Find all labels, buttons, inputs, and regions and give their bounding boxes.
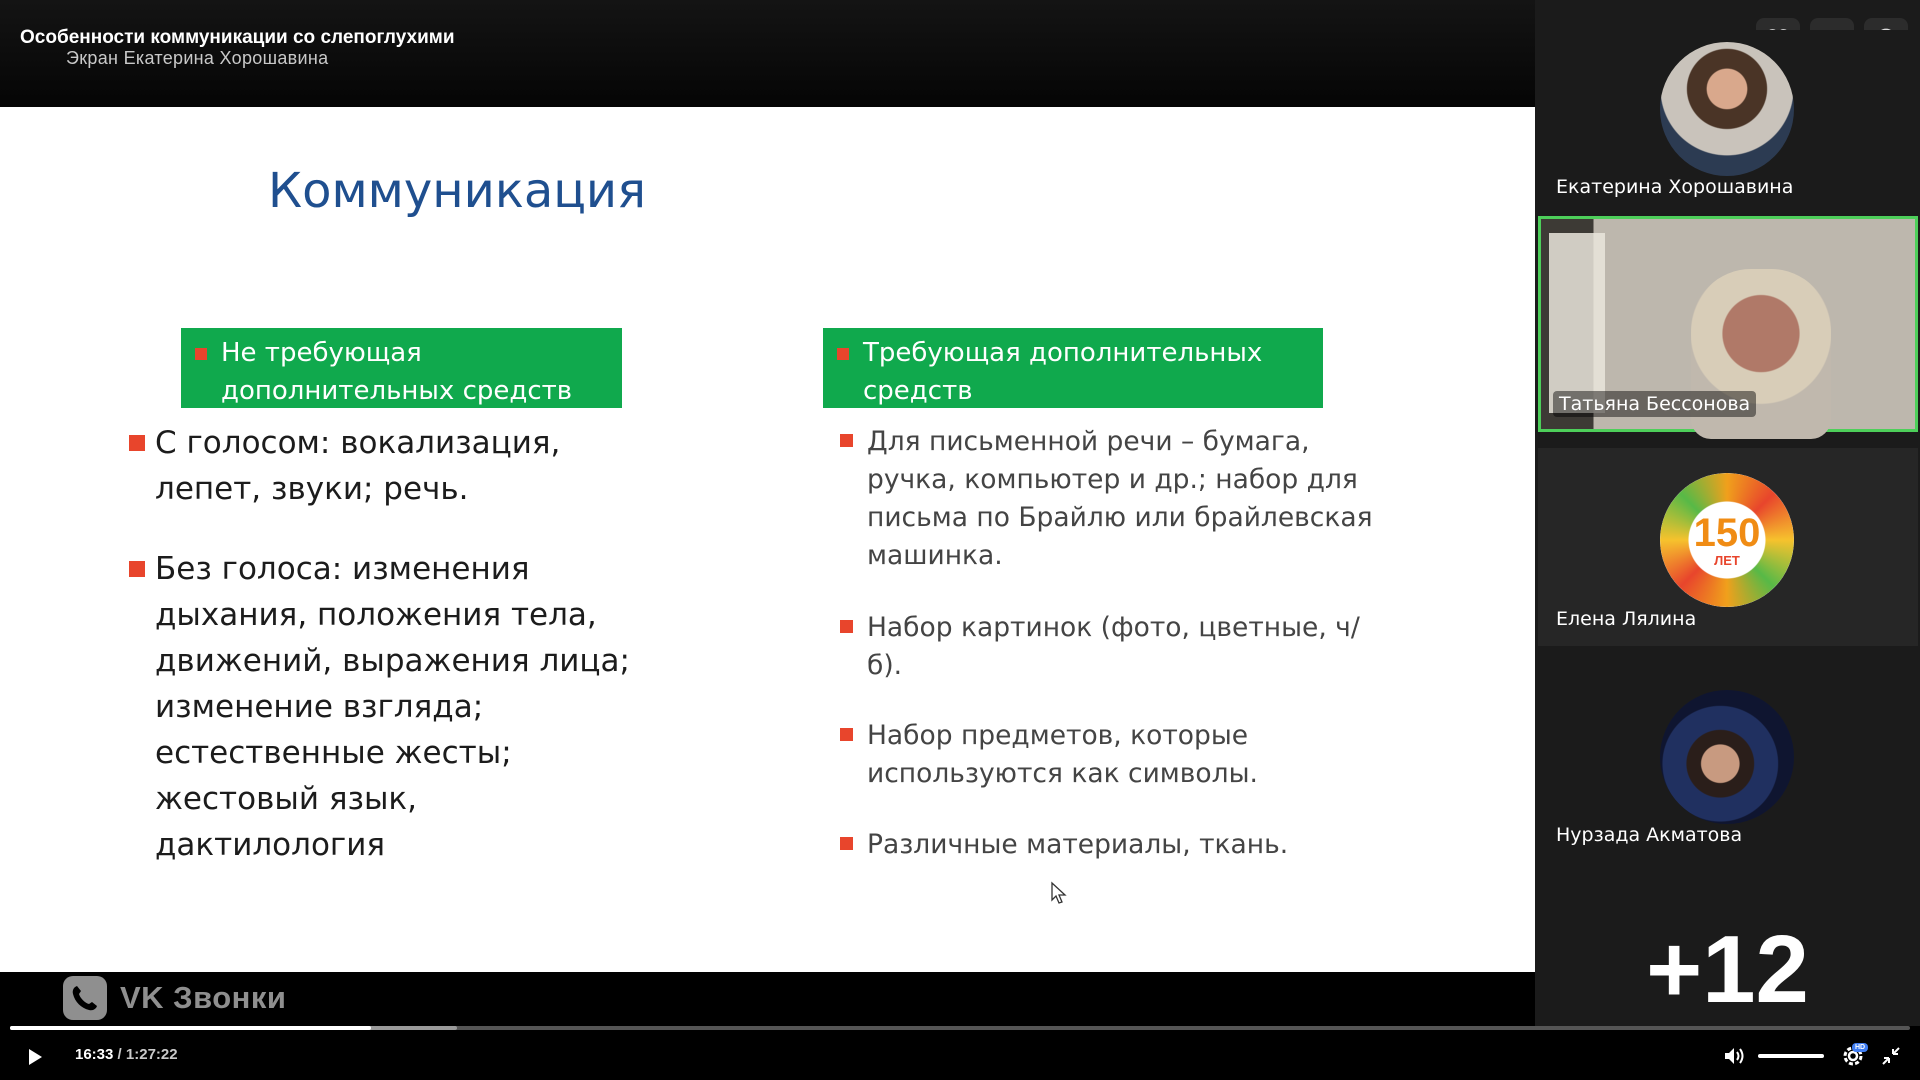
current-time: 16:33: [75, 1046, 114, 1063]
right-bullet-text: Различные материалы, ткань.: [867, 829, 1289, 860]
participant-name: Елена Лялина: [1556, 608, 1697, 630]
participant-avatar: [1660, 473, 1794, 607]
video-header: [0, 0, 1535, 107]
vk-calls-phone-icon: [62, 975, 108, 1021]
bullet-square-icon: [129, 561, 145, 577]
progress-played: [10, 1026, 371, 1030]
bullet-square-icon: [129, 435, 145, 451]
left-bullet: [129, 546, 649, 868]
volume-slider[interactable]: [1758, 1054, 1824, 1058]
hd-quality-badge: HD: [1852, 1043, 1868, 1052]
more-participants-count[interactable]: +12: [1646, 916, 1809, 1023]
vk-calls-logo-text: VK Звонки: [120, 980, 287, 1015]
time-separator: /: [113, 1046, 126, 1063]
mouse-cursor-icon: [1050, 881, 1068, 905]
left-column-header-text: Не требующая дополнительных средств: [221, 338, 573, 406]
participant-tile[interactable]: [1538, 30, 1918, 205]
participant-name: Екатерина Хорошавина: [1556, 176, 1794, 198]
participant-name: Нурзада Акматова: [1556, 824, 1743, 846]
left-bullet: [129, 420, 649, 512]
screen-owner-label: Экран Екатерина Хорошавина: [66, 48, 329, 68]
left-bullet-text: Без голоса: изменения дыхания, положения тела, движений, выражения лица; изменение взгляда; естественные жесты; жестовый язык, дактилология: [155, 551, 630, 863]
right-bullet-text: Набор предметов, которые используются как символы.: [867, 720, 1258, 789]
bullet-square-icon: [837, 348, 849, 360]
bullet-square-icon: [840, 620, 853, 633]
bullet-square-icon: [195, 348, 207, 360]
exit-fullscreen-icon[interactable]: [1880, 1045, 1902, 1067]
background-board: [1549, 233, 1605, 413]
right-bullet: [840, 717, 1380, 793]
total-time: 1:27:22: [125, 1046, 178, 1063]
left-column-header: [181, 328, 622, 408]
participant-name: Татьяна Бессонова: [1553, 391, 1756, 417]
right-bullet-text: Для письменной речи – бумага, ручка, компьютер и др.; набор для письма по Брайлю или брайлевская машинка.: [867, 426, 1373, 571]
time-display: [75, 1046, 178, 1063]
right-bullet-text: Набор картинок (фото, цветные, ч/б).: [867, 612, 1360, 681]
right-bullet: [840, 609, 1380, 685]
right-bullet: [840, 826, 1380, 864]
play-icon[interactable]: [22, 1045, 46, 1069]
playback-progress-bar[interactable]: [10, 1026, 1910, 1030]
vk-calls-logo: [62, 975, 286, 1021]
bullet-square-icon: [840, 434, 853, 447]
slide-title: Коммуникация: [268, 163, 646, 219]
bullet-square-icon: [840, 728, 853, 741]
left-bullet-text: С голосом: вокализация, лепет, звуки; речь.: [155, 425, 561, 507]
anniversary-logo-subtext: ЛЕТ: [1714, 552, 1740, 568]
video-title: Особенности коммуникации со слепоглухими: [20, 27, 455, 48]
right-column-header-text: Требующая дополнительных средств: [863, 338, 1263, 406]
participant-avatar: [1660, 42, 1794, 176]
anniversary-logo-number: 150: [1693, 510, 1761, 555]
presentation-slide: [0, 107, 1535, 972]
participant-avatar: [1660, 690, 1794, 824]
participant-tile[interactable]: [1538, 662, 1918, 862]
right-bullet: [840, 423, 1380, 575]
participant-video-tile[interactable]: [1538, 216, 1918, 432]
right-column-header: [823, 328, 1323, 408]
volume-icon[interactable]: [1722, 1045, 1746, 1067]
bullet-square-icon: [840, 837, 853, 850]
participant-tile[interactable]: [1538, 448, 1918, 646]
